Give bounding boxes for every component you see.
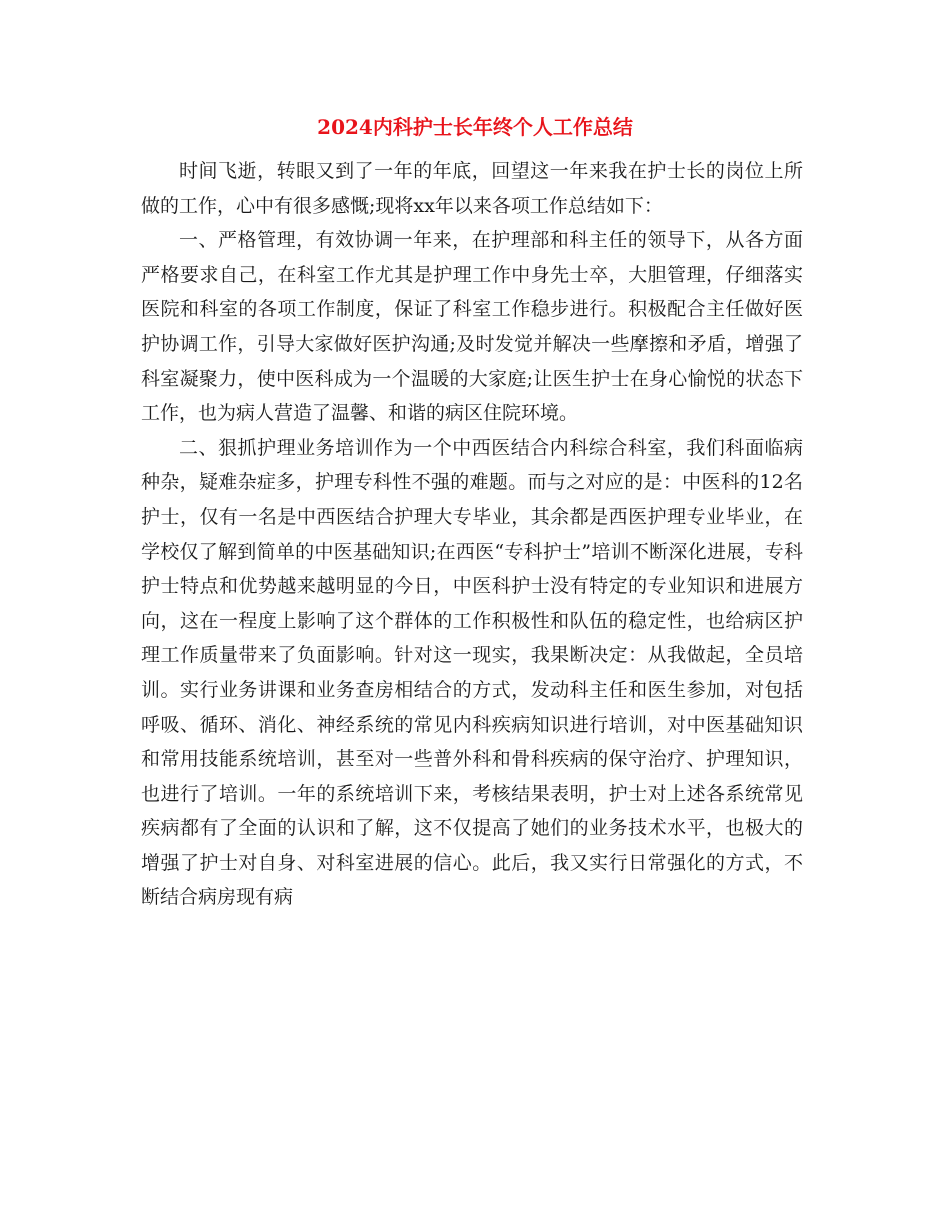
paragraph-training: 二、狠抓护理业务培训作为一个中西医结合内科综合科室，我们科面临病种杂，疑难杂症多，护理专科性不强的难题。而与之对应的是：中医科的12名护士，仅有一名是中西医结合护理大专毕业，其余都是西医护理专业毕业，在学校仅了解到简单的中医基础知识;在西医“专科护士”培训不断深化进展，专科护士特点和优势越来越明显的今日，中医科护士没有特定的专业知识和进展方向，这在一程度上影响了这个群体的工作积极性和队伍的稳定性，也给病区护理工作质量带来了负面影响。针对这一现实，我果断决定：从我做起，全员培训。实行业务讲课和业务查房相结合的方式，发动科主任和医生参加，对包括呼吸、循环、消化、神经系统的常见内科疾病知识进行培训，对中医基础知识和常用技能系统培训，甚至对一些普外科和骨科疾病的保守治疗、护理知识，也进行了培训。一年的系统培训下来，考核结果表明，护士对上述各系统常见疾病都有了全面的认识和了解，这不仅提高了她们的业务技术水平，也极大的增强了护士对自身、对科室进展的信心。此后，我又实行日常强化的方式，不断结合病房现有病 — [141, 436, 803, 909]
document-body — [141, 154, 803, 915]
paragraph-management: 一、严格管理，有效协调一年来，在护理部和科主任的领导下，从各方面严格要求自己，在科室工作尤其是护理工作中身先士卒，大胆管理，仔细落实医院和科室的各项工作制度，保证了科室工作稳步进行。积极配合主任做好医护协调工作，引导大家做好医护沟通;及时发觉并解决一些摩擦和矛盾，增强了科室凝聚力，使中医科成为一个温暖的大家庭;让医生护士在身心愉悦的状态下工作，也为病人营造了温馨、和谐的病区住院环境。 — [141, 229, 803, 425]
document-title: 2024内科护士长年终个人工作总结 — [317, 115, 633, 139]
paragraph-intro: 时间飞逝，转眼又到了一年的年底，回望这一年来我在护士长的岗位上所做的工作，心中有很多感慨;现将xx年以来各项工作总结如下： — [141, 160, 803, 217]
